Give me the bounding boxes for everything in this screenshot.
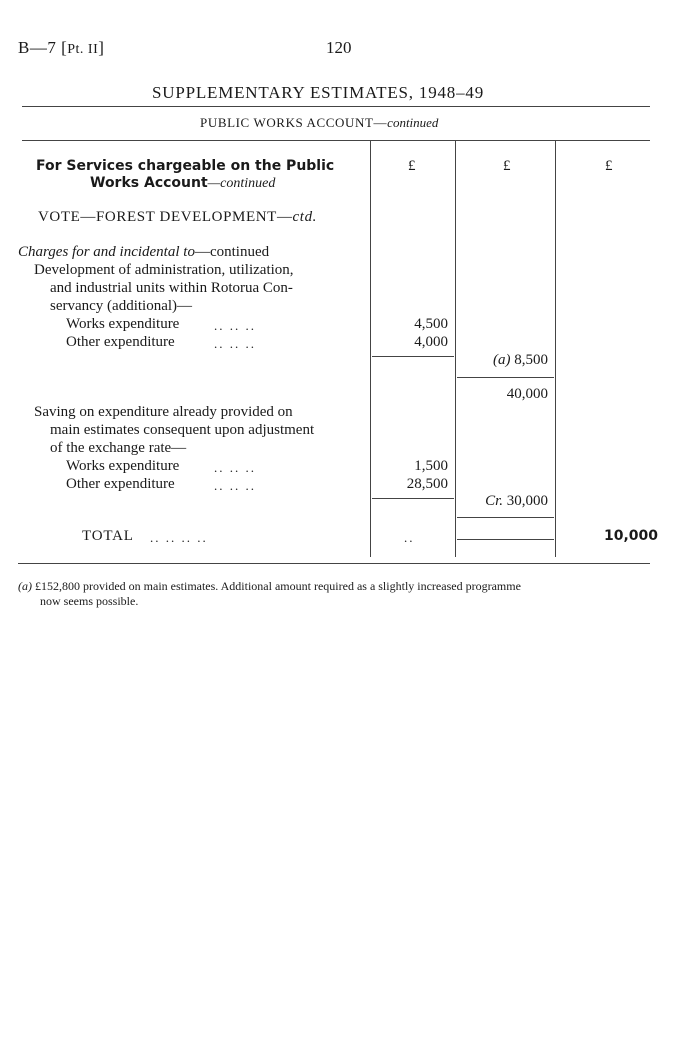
other-expenditure-label-1: Other expenditure — [66, 334, 175, 350]
total-label: TOTAL — [82, 528, 134, 544]
page-ref-prefix: B—7 [ — [18, 38, 68, 57]
page-number: 120 — [326, 38, 352, 57]
subtotal-1-marker: (a) — [493, 352, 511, 368]
works-expenditure-label-2: Works expenditure — [66, 458, 180, 474]
currency-header-2: £ — [503, 158, 511, 174]
subtitle-italic: continued — [387, 115, 439, 130]
saving-line-2: main estimates consequent upon adjustment — [50, 422, 315, 438]
dev-line-2: and industrial units within Rotorua Con- — [50, 280, 293, 296]
vote-title-main: VOTE—FOREST DEVELOPMENT— — [38, 209, 293, 225]
subtitle-main: PUBLIC WORKS ACCOUNT— — [200, 115, 388, 130]
total-value: 10,000 — [604, 528, 659, 544]
page-ref-suffix: ] — [98, 38, 105, 57]
leader-dots-4: .. .. .. — [214, 478, 256, 493]
subtotal-rule-1 — [372, 356, 454, 357]
column-rule-1 — [370, 141, 371, 557]
total-rule — [457, 539, 554, 540]
footnote-marker: (a) — [18, 579, 32, 593]
page-reference — [18, 38, 104, 58]
dev-line-3: servancy (additional)— — [50, 298, 193, 314]
currency-header-3: £ — [605, 158, 613, 174]
total-col1-dots: .. — [404, 530, 415, 545]
title-rule — [22, 106, 650, 107]
total-leader-dots: .. .. .. .. — [150, 530, 208, 545]
running-total: 40,000 — [506, 386, 548, 402]
vote-title-italic: ctd. — [292, 209, 318, 225]
leader-dots-1: .. .. .. — [214, 318, 256, 333]
other-value-1: 4,000 — [414, 334, 448, 350]
subtotal-1 — [462, 352, 548, 369]
subtotal-rule-4 — [457, 517, 554, 518]
subtotal-2 — [462, 493, 548, 510]
charges-heading — [18, 244, 269, 261]
other-expenditure-label-2: Other expenditure — [66, 476, 175, 492]
footnote-text-1: £152,800 provided on main estimates. Additional amount required as a slightly increased programme — [35, 579, 521, 593]
table-heading-line-2 — [90, 175, 275, 192]
works-value-1: 4,500 — [414, 316, 448, 332]
works-expenditure-label-1: Works expenditure — [66, 316, 180, 332]
table-heading-line-1: For Services chargeable on the Public — [36, 158, 335, 174]
table-bottom-rule — [18, 563, 650, 564]
charges-plain: —continued — [194, 244, 270, 260]
currency-header-1: £ — [408, 158, 416, 174]
saving-line-1: Saving on expenditure already provided on — [34, 404, 293, 420]
subtotal-2-marker: Cr. — [485, 493, 503, 509]
table-heading-italic: —continued — [207, 176, 276, 191]
footnote-line-2: now seems possible. — [40, 594, 139, 608]
section-subtitle — [200, 115, 438, 131]
column-rule-2 — [455, 141, 456, 557]
footnote-line-1 — [18, 579, 521, 594]
subtotal-rule-2 — [457, 377, 554, 378]
subtotal-rule-3 — [372, 498, 454, 499]
other-value-2: 28,500 — [406, 476, 448, 492]
document-title: SUPPLEMENTARY ESTIMATES, 1948–49 — [152, 83, 484, 102]
leader-dots-2: .. .. .. — [214, 336, 256, 351]
leader-dots-3: .. .. .. — [214, 460, 256, 475]
vote-title — [38, 209, 317, 226]
subtotal-2-value: 30,000 — [506, 493, 548, 509]
page-ref-part: Pt. II — [67, 42, 99, 57]
dev-line-1: Development of administration, utilization, — [34, 262, 294, 278]
table-heading-bold: Works Account — [90, 175, 208, 191]
subtotal-1-value: 8,500 — [514, 352, 548, 368]
saving-line-3: of the exchange rate— — [50, 440, 187, 456]
charges-italic: Charges for and incidental to — [18, 244, 195, 260]
column-rule-3 — [555, 141, 556, 557]
works-value-2: 1,500 — [414, 458, 448, 474]
